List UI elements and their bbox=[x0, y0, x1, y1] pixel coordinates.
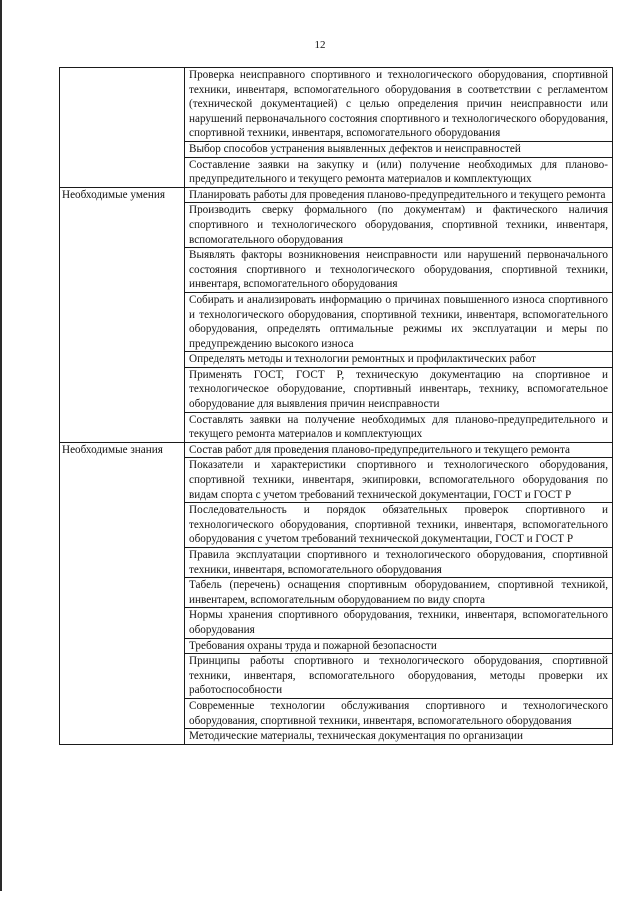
requirement-cell: Планировать работы для проведения планово-предупредительного и текущего ремонта bbox=[185, 187, 613, 203]
requirement-cell: Выбор способов устранения выявленных дефектов и неисправностей bbox=[185, 141, 613, 157]
requirement-cell: Требования охраны труда и пожарной безопасности bbox=[185, 638, 613, 654]
page-bottom bbox=[0, 891, 640, 898]
requirement-cell: Применять ГОСТ, ГОСТ Р, техническую документацию на спортивное и технологическое оборудование, спортивный инвентарь, технику, вспомогательное оборудование для выявления причин неисправности bbox=[185, 367, 613, 412]
competency-table bbox=[59, 67, 613, 745]
section-label: Необходимые знания bbox=[60, 442, 185, 744]
requirement-cell: Принципы работы спортивного и технологического оборудования, спортивной техники, инвентаря, вспомогательного оборудования, методы проверки их работоспособности bbox=[185, 654, 613, 699]
requirement-cell: Определять методы и технологии ремонтных и профилактических работ bbox=[185, 352, 613, 368]
requirement-cell: Составлять заявки на получение необходимых для планово-предупредительного и текущего ремонта материалов и комплектующих bbox=[185, 412, 613, 442]
requirement-cell: Показатели и характеристики спортивного и технологического оборудования, спортивной техники, инвентаря, экипировки, вспомогательного оборудования по видам спорта с учетом требований технической документации, ГОСТ и ГОСТ Р bbox=[185, 458, 613, 503]
requirement-cell: Производить сверку формального (по документам) и фактического наличия спортивного и технологического оборудования, спортивной техники, инвентаря, вспомогательного оборудования bbox=[185, 203, 613, 248]
requirement-cell: Собирать и анализировать информацию о причинах повышенного износа спортивного и технологического оборудования, спортивной техники, инвентаря, вспомогательного оборудования, определять оптимальные режимы их эксплуатации и меры по предупреждению высокого износа bbox=[185, 292, 613, 351]
section-label: Необходимые умения bbox=[60, 187, 185, 442]
requirement-cell: Табель (перечень) оснащения спортивным оборудованием, спортивной техникой, инвентарем, вспомогательным оборудованием по виду спорта bbox=[185, 578, 613, 608]
requirement-cell: Составление заявки на закупку и (или) получение необходимых для планово-предупредительного и текущего ремонта материалов и комплектующих bbox=[185, 157, 613, 187]
section-label bbox=[60, 68, 185, 188]
requirement-cell: Правила эксплуатации спортивного и технологического оборудования, спортивной техники, инвентаря, вспомогательного оборудования bbox=[185, 548, 613, 578]
requirement-cell: Методические материалы, техническая документация по организации bbox=[185, 729, 613, 745]
page-number: 12 bbox=[314, 39, 326, 51]
requirement-cell: Выявлять факторы возникновения неисправности или нарушений первоначального состояния спортивного и технологического оборудования, спортивной техники, инвентаря, вспомогательного оборудования bbox=[185, 248, 613, 293]
table-row bbox=[60, 68, 613, 142]
table-body bbox=[60, 68, 613, 745]
table-row bbox=[60, 187, 613, 203]
requirement-cell: Нормы хранения спортивного оборудования, техники, инвентаря, вспомогательного оборудования bbox=[185, 608, 613, 638]
scan-left-edge bbox=[0, 0, 2, 898]
requirement-cell: Современные технологии обслуживания спортивного и технологического оборудования, спортивной техники, инвентаря, вспомогательного оборудования bbox=[185, 698, 613, 728]
requirement-cell: Проверка неисправного спортивного и технологического оборудования, спортивной техники, инвентаря, вспомогательного оборудования в соответствии с регламентом (технической документацией) с целью определения причин неисправности или нарушений первоначального состояния спортивного и технологического оборудования, спортивной техники, инвентаря, вспомогательного оборудования bbox=[185, 68, 613, 142]
table-row bbox=[60, 442, 613, 458]
requirement-cell: Состав работ для проведения планово-предупредительного и текущего ремонта bbox=[185, 442, 613, 458]
requirement-cell: Последовательность и порядок обязательных проверок спортивного и технологического оборудования, спортивной техники, инвентаря, вспомогательного оборудования с учетом требований технической документации, ГОСТ и ГОСТ Р bbox=[185, 503, 613, 548]
